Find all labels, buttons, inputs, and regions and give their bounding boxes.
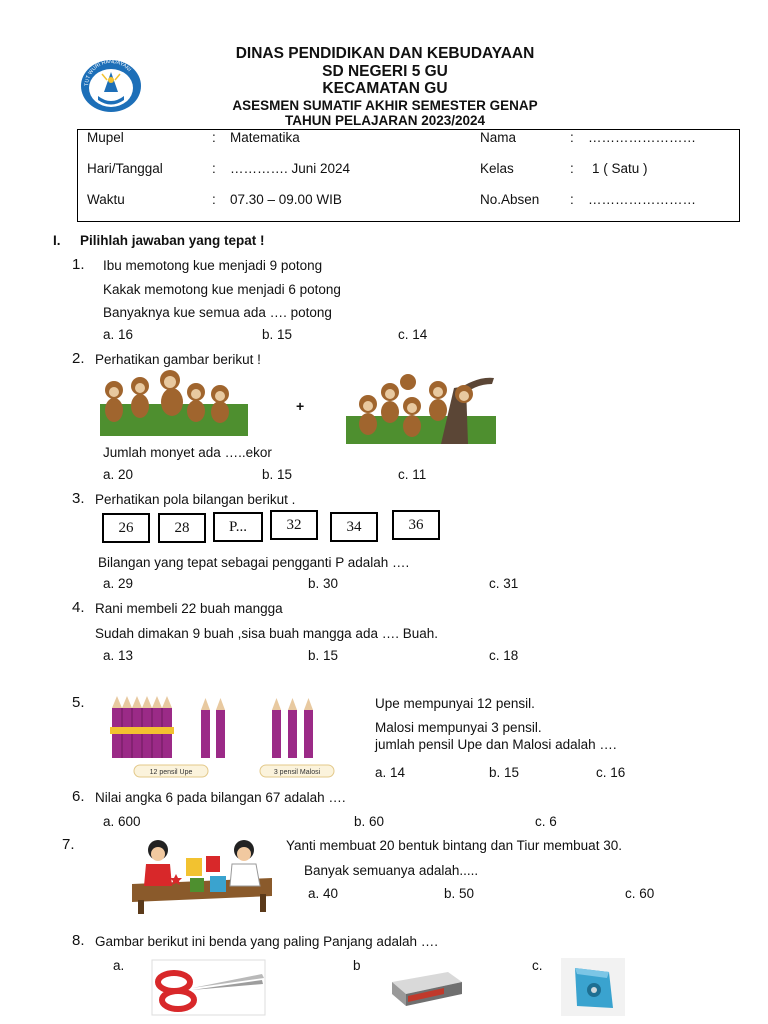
q8-question: Gambar berikut ini benda yang paling Panjang adalah …. xyxy=(95,934,438,949)
header-line-4: ASESMEN SUMATIF AKHIR SEMESTER GENAP xyxy=(232,98,538,113)
pattern-box-5: 34 xyxy=(330,512,378,542)
colon: : xyxy=(212,161,216,176)
q6-number: 6. xyxy=(72,788,85,805)
colon: : xyxy=(570,130,574,145)
kelas-label: Kelas xyxy=(480,161,514,176)
absen-label: No.Absen xyxy=(480,192,540,207)
absen-value[interactable]: …………………… xyxy=(588,192,696,207)
header-line-3: KECAMATAN GU xyxy=(322,80,448,97)
pattern-box-4: 32 xyxy=(270,510,318,540)
q2-option-b[interactable]: b. 15 xyxy=(262,467,293,482)
q3-option-c[interactable]: c. 31 xyxy=(489,576,519,591)
pattern-box-6: 36 xyxy=(392,510,440,540)
pencils-image xyxy=(108,694,340,780)
q1-line-3: Banyaknya kue semua ada …. potong xyxy=(103,305,332,320)
q5-line-1: Upe mempunyai 12 pensil. xyxy=(375,696,535,711)
q5-option-b[interactable]: b. 15 xyxy=(489,765,520,780)
q2-plus-sign: + xyxy=(296,398,305,414)
q5-line-2: Malosi mempunyai 3 pensil. xyxy=(375,720,542,735)
q1-option-b[interactable]: b. 15 xyxy=(262,327,293,342)
colon: : xyxy=(570,192,574,207)
header-line-1: DINAS PENDIDIKAN DAN KEBUDAYAAN xyxy=(235,45,535,62)
children-crafting-image xyxy=(132,838,272,914)
q6-question: Nilai angka 6 pada bilangan 67 adalah …. xyxy=(95,790,346,805)
q4-number: 4. xyxy=(72,599,85,616)
mupel-label: Mupel xyxy=(87,130,124,145)
q1-number: 1. xyxy=(72,256,85,273)
pattern-box-1: 26 xyxy=(102,513,150,543)
hari-label: Hari/Tanggal xyxy=(87,161,163,176)
q7-number: 7. xyxy=(62,836,75,853)
q6-option-a[interactable]: a. 600 xyxy=(103,814,141,829)
q2-option-a[interactable]: a. 20 xyxy=(103,467,134,482)
q8-number: 8. xyxy=(72,932,85,949)
q3-instruction: Perhatikan pola bilangan berikut . xyxy=(95,492,296,507)
q1-option-a[interactable]: a. 16 xyxy=(103,327,134,342)
monkeys-group-left-image xyxy=(100,366,248,436)
section-number: I. xyxy=(53,233,61,248)
q2-question: Jumlah monyet ada …..ekor xyxy=(103,445,272,460)
q3-number: 3. xyxy=(72,490,85,507)
mupel-value: Matematika xyxy=(230,130,300,145)
q4-option-c[interactable]: c. 18 xyxy=(489,648,519,663)
pencil-label-malosi: 3 pensil Malosi xyxy=(273,769,321,776)
colon: : xyxy=(570,161,574,176)
q5-number: 5. xyxy=(72,694,85,711)
kelas-value: 1 ( Satu ) xyxy=(592,161,648,176)
eraser-icon[interactable] xyxy=(386,962,466,1008)
q4-line-2: Sudah dimakan 9 buah ,sisa buah mangga ada …. Buah. xyxy=(95,626,438,641)
q8-option-c[interactable]: c. xyxy=(532,958,543,973)
q2-number: 2. xyxy=(72,350,85,367)
q2-instruction: Perhatikan gambar berikut ! xyxy=(95,352,261,367)
pencil-label-upe: 12 pensil Upe xyxy=(149,769,193,776)
q4-line-1: Rani membeli 22 buah mangga xyxy=(95,601,283,616)
scissors-icon[interactable] xyxy=(152,960,266,1016)
q7-option-a[interactable]: a. 40 xyxy=(308,886,339,901)
q7-line-2: Banyak semuanya adalah..... xyxy=(304,863,479,878)
q1-line-1: Ibu memotong kue menjadi 9 potong xyxy=(103,258,323,273)
section-title: Pilihlah jawaban yang tepat ! xyxy=(80,233,265,248)
q3-option-a[interactable]: a. 29 xyxy=(103,576,134,591)
header-line-5: TAHUN PELAJARAN 2023/2024 xyxy=(284,113,486,128)
monkeys-tree-right-image xyxy=(346,368,496,444)
q7-option-c[interactable]: c. 60 xyxy=(625,886,655,901)
q1-option-c[interactable]: c. 14 xyxy=(398,327,428,342)
q5-line-3: jumlah pensil Upe dan Malosi adalah …. xyxy=(375,737,617,752)
waktu-value: 07.30 – 09.00 WIB xyxy=(230,192,342,207)
pattern-box-2: 28 xyxy=(158,513,206,543)
nama-value[interactable]: …………………… xyxy=(588,130,696,145)
q8-option-a[interactable]: a. xyxy=(113,958,125,973)
q5-option-c[interactable]: c. 16 xyxy=(596,765,626,780)
q4-option-b[interactable]: b. 15 xyxy=(308,648,339,663)
q4-option-a[interactable]: a. 13 xyxy=(103,648,134,663)
svg-text:TUT WURI HANDAYANI: TUT WURI HANDAYANI xyxy=(83,58,132,87)
q6-option-b[interactable]: b. 60 xyxy=(354,814,385,829)
colon: : xyxy=(212,130,216,145)
q2-option-c[interactable]: c. 11 xyxy=(398,467,427,482)
header-line-2: SD NEGERI 5 GU xyxy=(322,63,448,80)
hari-value: …………. Juni 2024 xyxy=(230,161,351,176)
q1-line-2: Kakak memotong kue menjadi 6 potong xyxy=(103,282,341,297)
waktu-label: Waktu xyxy=(87,192,125,207)
q8-option-b[interactable]: b xyxy=(353,958,361,973)
colon: : xyxy=(212,192,216,207)
pattern-box-p: P... xyxy=(213,512,263,542)
q5-option-a[interactable]: a. 14 xyxy=(375,765,406,780)
q3-question: Bilangan yang tepat sebagai pengganti P adalah …. xyxy=(98,555,410,570)
sharpener-icon[interactable] xyxy=(561,958,625,1016)
q7-option-b[interactable]: b. 50 xyxy=(444,886,475,901)
q3-option-b[interactable]: b. 30 xyxy=(308,576,339,591)
nama-label: Nama xyxy=(480,130,517,145)
q6-option-c[interactable]: c. 6 xyxy=(535,814,557,829)
q7-line-1: Yanti membuat 20 bentuk bintang dan Tiur membuat 30. xyxy=(286,838,622,853)
